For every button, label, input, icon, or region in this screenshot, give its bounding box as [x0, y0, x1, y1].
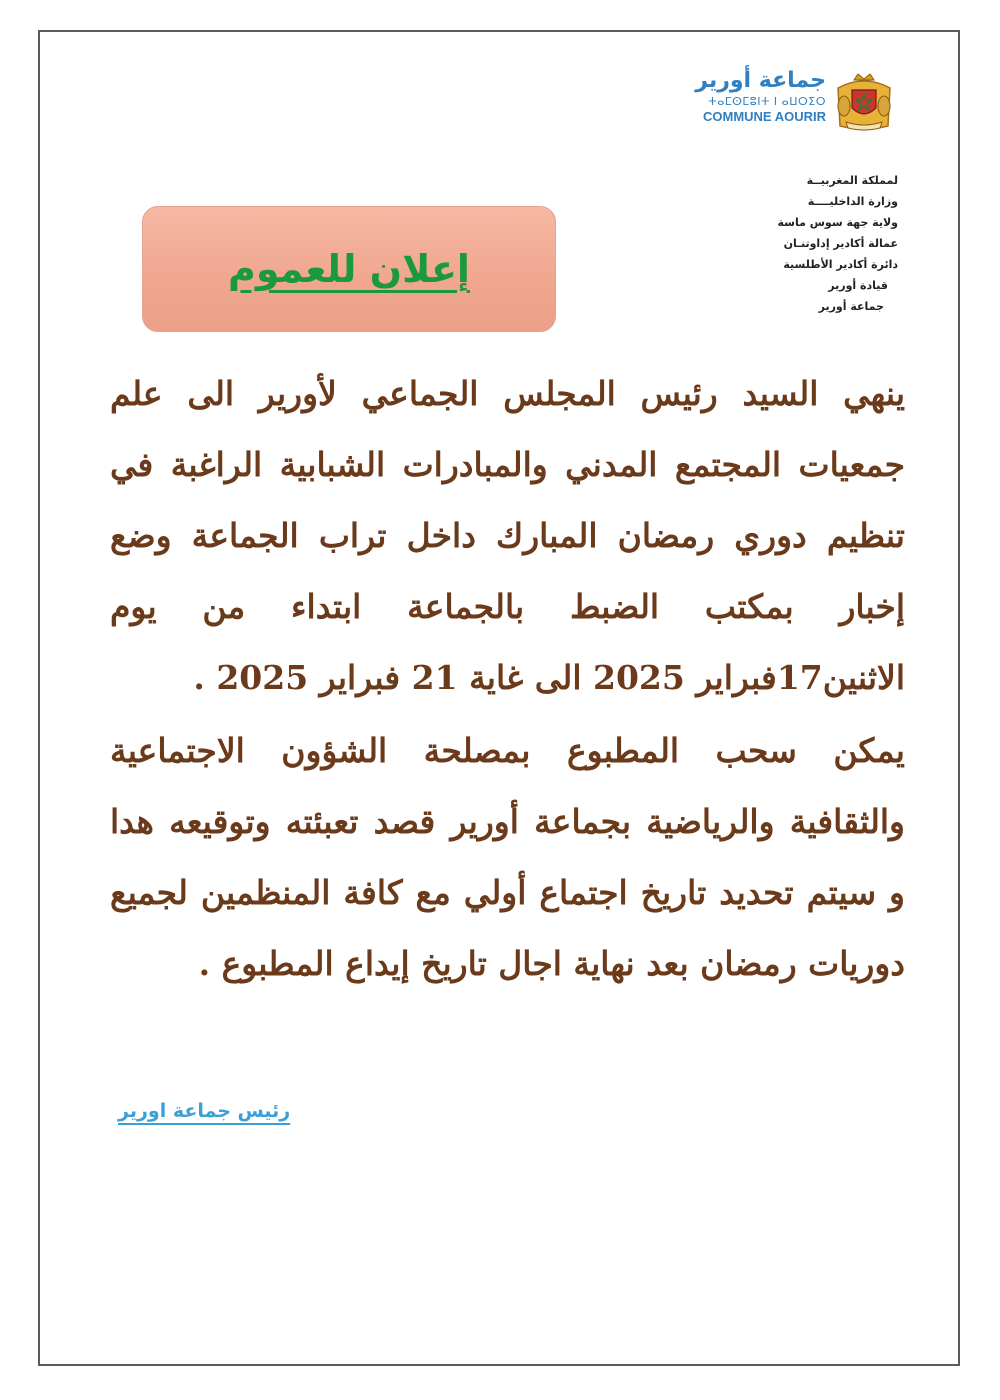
announcement-paragraph-2: يمكن سحب المطبوع بمصلحة الشؤون الاجتماعية والثقافية والرياضية بجماعة أورير قصد تعبئته وتوقيعه هدا و سيتم تحديد تاريخ اجتماع أولي مع كافة المنظمين لجميع دوريات رمضان بعد نهاية اجال تاريخ إيداع المطبوع . [110, 731, 905, 983]
commune-logo [650, 68, 900, 140]
admin-line-region: ولاية جهة سوس ماسة [777, 216, 898, 229]
announcement-paragraph-1: ينهي السيد رئيس المجلس الجماعي لأورير الى علم جمعيات المجتمع المدني والمبادرات الشبابية الراغبة في تنظيم دوري رمضان المبارك داخل تراب الجماعة وضع إخبار بمكتب الضبط بالجماعة ابتداء من يوم الاثنين17فبراير 2025 الى غاية 21 فبراير 2025 . [110, 374, 905, 697]
moroccan-coat-of-arms-icon [832, 70, 896, 134]
logo-arabic-name: جماعة أورير [695, 68, 826, 93]
admin-line-caidat: قيادة أورير [828, 279, 888, 292]
admin-line-commune: جماعة أورير [818, 300, 884, 313]
signature-president: رئيس جماعة اورير [118, 1100, 291, 1122]
admin-line-district: دائرة أكادير الأطلسية [783, 258, 898, 271]
administrative-hierarchy [720, 170, 898, 317]
logo-latin-name: COMMUNE AOURIR [702, 109, 826, 124]
logo-tifinagh-name: ⵜⴰⵎⵙⵎⵓⵏⵜ ⵏ ⴰⵡⵔⵉⵔ [708, 95, 826, 108]
admin-line-ministry: وزارة الداخليــــة [807, 195, 898, 208]
admin-line-prefecture: عمالة أكادير إداوتنـان [783, 237, 898, 250]
admin-line-kingdom: لمملكة المغربيــة [806, 174, 898, 187]
logo-text-group [658, 68, 826, 125]
announcement-title: إعلان للعموم [228, 247, 470, 291]
announcement-title-box [142, 206, 556, 332]
